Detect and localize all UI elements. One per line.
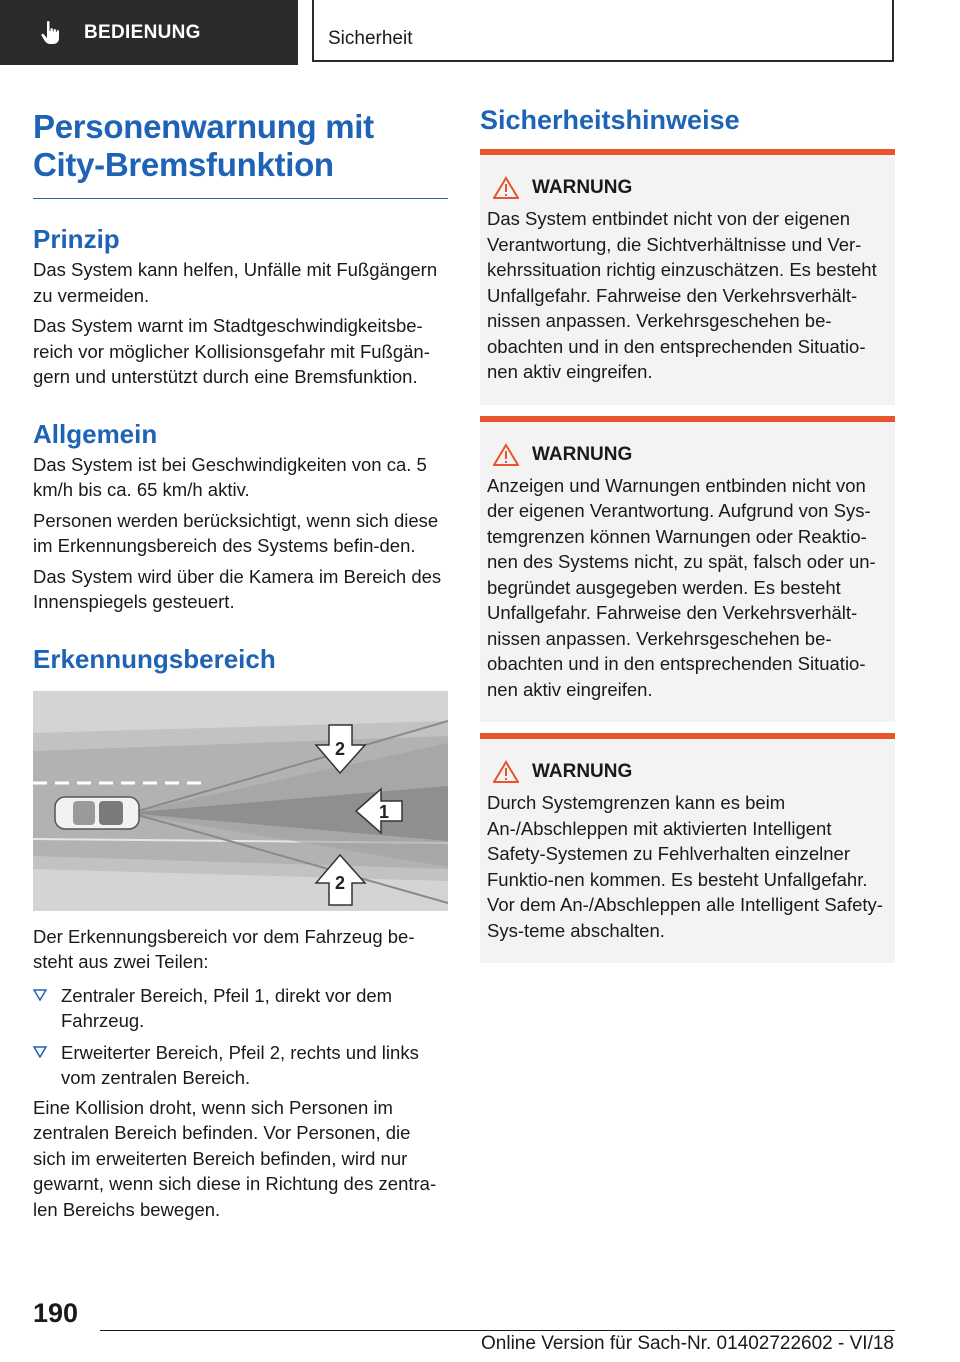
- arrow-2-top-label: 2: [335, 738, 346, 759]
- triangle-bullet-icon: [33, 989, 47, 1001]
- heading-erkennungsbereich: Erkennungsbereich: [33, 643, 276, 674]
- warning-box-1: [480, 149, 895, 405]
- warning-header: [487, 175, 887, 201]
- warning-text: Anzeigen und Warnungen entbinden nicht von der eigenen Verantwortung. Aufgrund von Sys-temgrenzen können Warnungen oder Reaktio-nen des Systems nicht, zu spät, falsch oder un-begründet ausgegeben werden. Es besteht Unfallgefahr. Fahrweise den Verkehrsverhält-nissen anpassen. Verkehrsgeschehen be-obachten und in den entsprechenden Situatio-nen aktiv eingreifen.: [487, 474, 876, 700]
- warning-box-3: [480, 733, 895, 963]
- subsection-tab: [312, 0, 894, 62]
- left-column: [33, 100, 448, 1222]
- page-number: 190: [33, 1298, 79, 1328]
- section-tab: [0, 0, 298, 65]
- car-icon: [55, 797, 139, 829]
- warning-label: WARNUNG: [532, 177, 633, 198]
- prinzip-paragraph-1: Das System kann helfen, Unfälle mit Fußgängern zu vermeiden.: [33, 259, 438, 306]
- triangle-bullet-icon: [33, 1046, 47, 1058]
- warning-triangle-icon: [493, 760, 519, 784]
- detection-area-illustration: [33, 691, 448, 911]
- list-item: [33, 983, 448, 1034]
- heading-sicherheitshinweise: Sicherheitshinweise: [480, 105, 740, 135]
- warning-triangle-icon: [493, 176, 519, 200]
- warning-label: WARNUNG: [532, 443, 633, 465]
- detection-area-figure: [33, 691, 448, 911]
- footer-divider: [100, 1330, 895, 1331]
- prinzip-paragraph-2: Das System warnt im Stadtgeschwindigkeitsbe-reich vor möglicher Kollisionsgefahr mit Fußgän-gern und unterstützt durch eine Bremsfunktion.: [33, 315, 430, 387]
- heading-prinzip: Prinzip: [33, 224, 120, 254]
- list-item-text: Erweiterter Bereich, Pfeil 2, rechts und links vom zentralen Bereich.: [61, 1041, 419, 1088]
- subsection-label: Sicherheit: [328, 28, 413, 49]
- arrow-1-label: 1: [379, 801, 390, 822]
- warning-triangle-icon: [493, 443, 519, 467]
- section-label: BEDIENUNG: [84, 21, 201, 43]
- arrow-2-bottom-label: 2: [335, 872, 346, 893]
- heading-allgemein: Allgemein: [33, 418, 158, 449]
- footer-online-version: Online Version für Sach-Nr. 01402722602 - VI/18: [481, 1333, 894, 1354]
- allgemein-paragraph-2: Personen werden berücksichtigt, wenn sich diese im Erkennungsbereich des Systems befin-den.: [33, 509, 439, 556]
- warning-text: Durch Systemgrenzen kann es beim An-/Abschleppen mit aktivierten Intelligent Safety-Systemen zu Fehlverhalten einzelner Funktio-nen kommen. Es besteht Unfallgefahr. Vor dem An-/Abschleppen alle Intelligent Safety-Sys-teme abschalten.: [487, 792, 883, 941]
- warning-box-2: [480, 416, 895, 723]
- list-item: [33, 1040, 448, 1091]
- right-column: [480, 100, 895, 963]
- erkennung-bullet-list: [33, 983, 448, 1091]
- page-title: Personenwarnung mit City-Bremsfunktion: [33, 108, 374, 183]
- list-item-text: Zentraler Bereich, Pfeil 1, direkt vor dem Fahrzeug.: [61, 984, 393, 1031]
- allgemein-paragraph-1: Das System ist bei Geschwindigkeiten von ca. 5 km/h bis ca. 65 km/h aktiv.: [33, 453, 427, 500]
- title-divider: [33, 198, 448, 199]
- warning-header: [487, 442, 887, 468]
- hand-pointer-icon: [40, 20, 64, 46]
- erkennung-intro: Der Erkennungsbereich vor dem Fahrzeug be-steht aus zwei Teilen:: [33, 925, 415, 972]
- allgemein-paragraph-3: Das System wird über die Kamera im Bereich des Innenspiegels gesteuert.: [33, 565, 442, 612]
- warning-label: WARNUNG: [532, 761, 633, 782]
- erkennung-outro: Eine Kollision droht, wenn sich Personen im zentralen Bereich befinden. Vor Personen, die sich im erweiterten Bereich befinden, wird nur gewarnt, wenn sich diese in Richtung des zentra-len Bereichs bewegen.: [33, 1096, 437, 1220]
- warning-header: [487, 759, 887, 785]
- warning-text: Das System entbindet nicht von der eigenen Verantwortung, die Sichtverhältnisse und Ver-kehrssituation richtig einzuschätzen. Es besteht Unfallgefahr. Fahrweise den Verkehrsverhält-nissen anpassen. Verkehrsgeschehen be-obachten und in den entsprechenden Situatio-nen aktiv eingreifen.: [487, 208, 877, 382]
